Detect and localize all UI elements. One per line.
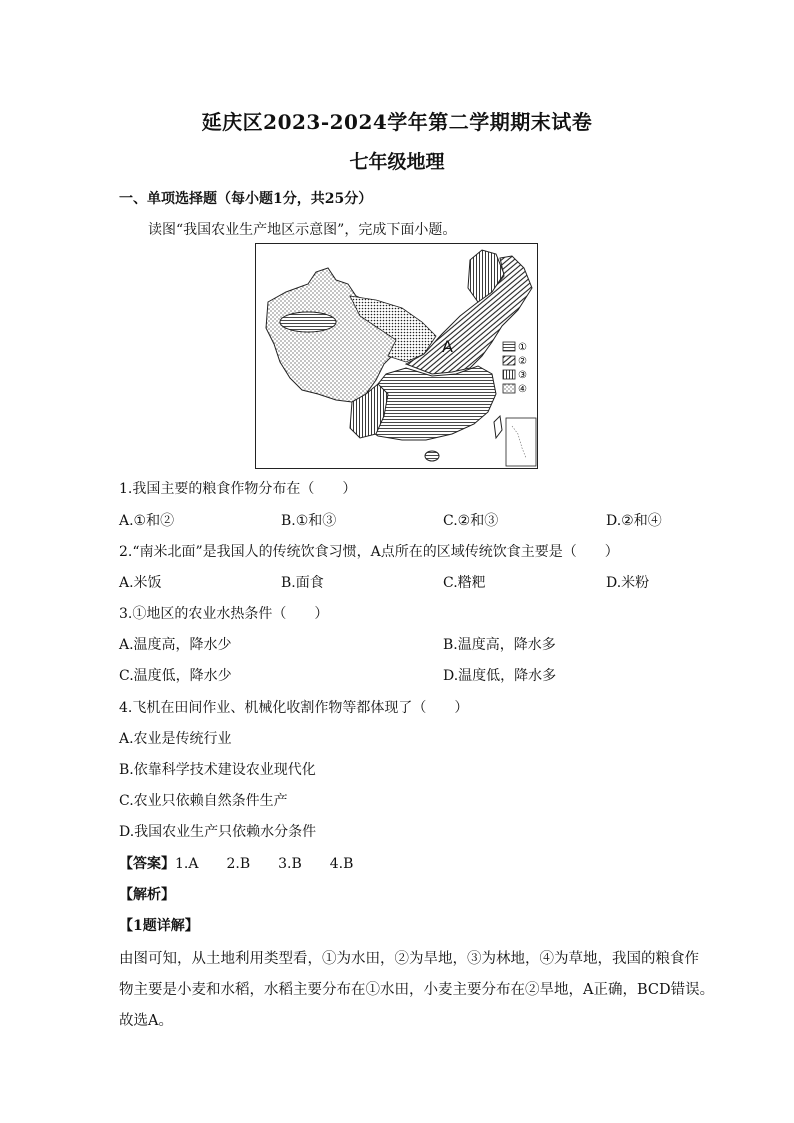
q1-option-b: B.①和③	[281, 513, 337, 529]
q1-option-c: C.②和③	[443, 513, 499, 529]
q3-option-d: D.温度低，降水多	[443, 668, 557, 684]
legend-1: ①	[518, 342, 527, 353]
q3-option-b: B.温度高，降水多	[443, 637, 556, 653]
exam-subtitle: 七年级地理	[349, 151, 445, 173]
answer-label: 【答案】	[119, 856, 175, 872]
tarim-basin	[280, 312, 336, 332]
q1-option-d: D.②和④	[606, 513, 662, 529]
exam-title: 延庆区2023-2024学年第二学期期末试卷	[201, 110, 593, 134]
q2-option-a: A.米饭	[119, 575, 162, 591]
q2-option-b: B.面食	[281, 575, 324, 591]
answer-text: 1.A 2.B 3.B 4.B	[175, 856, 354, 872]
island-taiwan	[494, 416, 502, 438]
q3-option-c: C.温度低，降水少	[119, 668, 232, 684]
q1-option-a: A.①和②	[119, 513, 175, 529]
analysis-sub-label: 【1题详解】	[119, 918, 199, 934]
map-intro: 读图“我国农业生产地区示意图”，完成下面小题。	[148, 222, 457, 238]
question-4-stem: 4.飞机在田间作业、机械化收割作物等都体现了（ ）	[119, 700, 469, 716]
analysis-label: 【解析】	[119, 887, 175, 903]
map-legend	[503, 342, 527, 395]
answer-line	[119, 853, 353, 873]
legend-2: ②	[518, 356, 527, 367]
point-a-label: A	[442, 337, 453, 356]
analysis-line-1: 由图可知，从土地利用类型看，①为水田，②为旱地，③为林地，④为草地，我国的粮食作	[119, 951, 699, 967]
q4-option-c: C.农业只依赖自然条件生产	[119, 793, 288, 809]
q4-option-b: B.依靠科学技术建设农业现代化	[119, 762, 316, 778]
agriculture-map	[255, 243, 538, 469]
q3-option-a: A.温度高，降水少	[119, 637, 232, 653]
island-hainan	[425, 451, 439, 461]
section-heading: 一、单项选择题（每小题1分，共25分）	[119, 191, 373, 207]
legend-3: ③	[518, 370, 527, 381]
question-2-stem: 2.“南米北面”是我国人的传统饮食习惯，A点所在的区域传统饮食主要是（ ）	[119, 544, 619, 560]
china-map-svg	[256, 244, 537, 468]
q4-option-a: A.农业是传统行业	[119, 731, 232, 747]
q2-option-d: D.米粉	[606, 575, 650, 591]
question-3-stem: 3.①地区的农业水热条件（ ）	[119, 606, 329, 622]
analysis-line-3: 故选A。	[119, 1013, 173, 1029]
q2-option-c: C.糌粑	[443, 575, 486, 591]
south-sea-inset	[506, 418, 536, 466]
q4-option-d: D.我国农业生产只依赖水分条件	[119, 824, 317, 840]
analysis-line-2: 物主要是小麦和水稻，水稻主要分布在①水田，小麦主要分布在②旱地，A正确，BCD错误。	[119, 982, 715, 998]
question-1-stem: 1.我国主要的粮食作物分布在（ ）	[119, 481, 357, 497]
legend-4: ④	[518, 384, 527, 395]
